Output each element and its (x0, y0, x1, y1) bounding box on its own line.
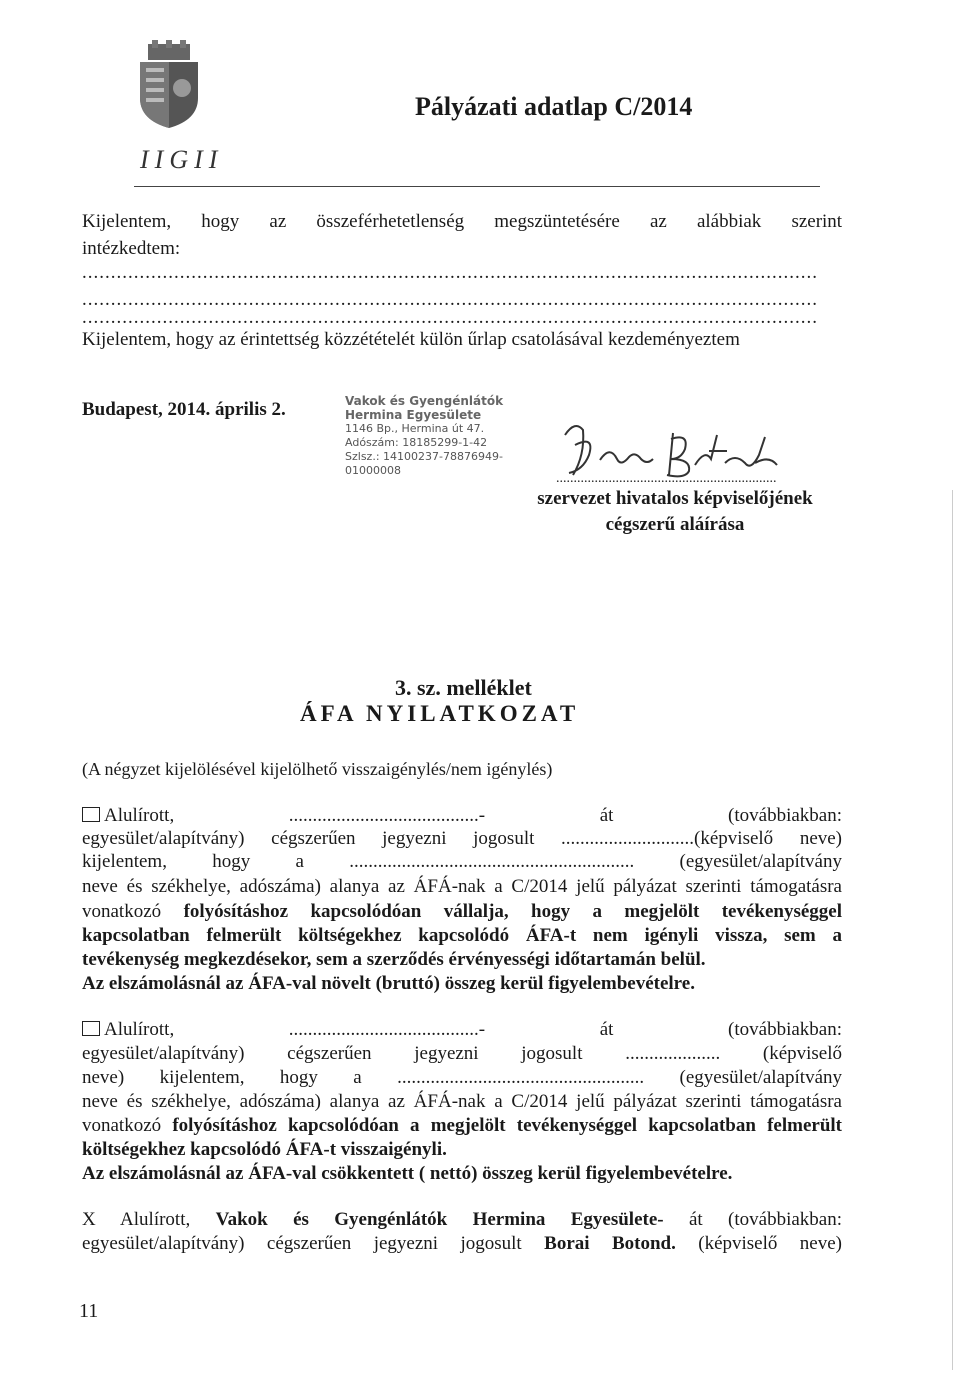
logo-text: IIGII (140, 145, 224, 174)
disclosure-statement: Kijelentem, hogy az érintettség közzétételét külön űrlap csatolásával kezdeményeztem (82, 329, 740, 350)
checkbox-reclaim[interactable] (82, 1021, 100, 1036)
signature-caption: szervezet hivatalos képviselőjének (537, 488, 813, 509)
signature-caption: cégszerű aláírása (605, 514, 745, 535)
option-1-line-3: kijelentem, hogy a ............................................................ (egyesület/alapítvány (82, 851, 842, 872)
option-3-line-2: egyesület/alapítvány) cégszerűen jegyezni jogosult Borai Botond. (képviselő neve) (82, 1233, 843, 1254)
conflict-line-1: Kijelentem, hogy az összeférhetetlenség megszüntetésére az alábbiak szerint (82, 211, 843, 232)
annex-number: 3. sz. melléklet (395, 675, 532, 700)
option-1-line-1: Alulírott, ........................................- át (továbbiakban: (82, 802, 842, 829)
place-date: Budapest, 2014. április 2. (82, 399, 286, 420)
option-1-line-8: Az elszámolásnál az ÁFA-val növelt (bruttó) összeg kerül figyelembevételre. (82, 973, 695, 994)
scan-edge-line (952, 490, 953, 1370)
fill-line: ................................................................................................................................ (82, 307, 818, 328)
option-2-line-7: Az elszámolásnál az ÁFA-val csökkentett ( nettó) összeg kerül figyelembevételre. (82, 1163, 733, 1184)
option-2-line-3: neve) kijelentem, hogy a .................................................... (egyesület/alapítvány (82, 1067, 843, 1088)
page-title: Pályázati adatlap C/2014 (415, 92, 693, 121)
option-2-line-6: költségekhez kapcsolódó ÁFA-t visszaigényli. (82, 1139, 447, 1160)
selected-mark[interactable]: X (82, 1209, 96, 1230)
option-2-line-5: vonatkozó folyósításhoz kapcsolódóan a megjelölt tevékenységgel kapcsolatban felmerült (82, 1115, 843, 1136)
page-number: 11 (79, 1300, 99, 1322)
organization-stamp: Vakok és Gyengénlátók Hermina Egyesülete 1146 Bp., Hermina út 47. Adószám: 18185299-1-42 Szlsz.: 14100237-78876949-01000008 (345, 394, 504, 477)
checkbox-no-reclaim[interactable] (82, 807, 100, 822)
option-3-line-1: X Alulírott, Vakok és Gyengénlátók Hermina Egyesülete- át (továbbiakban: (82, 1209, 842, 1230)
annex-title: ÁFA NYILATKOZAT (300, 701, 580, 726)
option-2-line-1: Alulírott, ........................................- át (továbbiakban: (82, 1016, 842, 1043)
city-crest-logo (134, 40, 204, 130)
fill-line: ................................................................................................................................ (82, 262, 818, 283)
fill-line: ................................................................................................................................ (82, 289, 818, 310)
option-1-line-7: tevékenység megkezdésekor, sem a szerződés érvényességi időtartamán belül. (82, 949, 706, 970)
conflict-line-2: intézkedtem: (82, 238, 181, 259)
header-divider (134, 186, 820, 187)
annex-instruction: (A négyzet kijelölésével kijelölhető visszaigénylés/nem igénylés) (82, 759, 553, 779)
option-2-line-4: neve és székhelye, adószáma) alanya az ÁFÁ-nak a C/2014 jelű pályázat szerinti támogatásra (82, 1091, 842, 1112)
option-1-line-6: kapcsolatban felmerült költségekhez kapcsolódó ÁFA-t nem igényli vissza, sem a (82, 925, 842, 946)
option-1-line-5: vonatkozó folyósításhoz kapcsolódóan vállalja, hogy a megjelölt tevékenységgel (82, 901, 843, 922)
option-2-line-2: egyesület/alapítvány) cégszerűen jegyezni jogosult .................... (képviselő (82, 1043, 843, 1064)
signature-line: ............................................................... (556, 471, 777, 486)
option-1-line-2: egyesület/alapítvány) cégszerűen jegyezni jogosult ............................(képviselő neve) (82, 828, 843, 849)
option-1-line-4: neve és székhelye, adószáma) alanya az ÁFÁ-nak a C/2014 jelű pályázat szerinti támogatásra (82, 876, 842, 897)
